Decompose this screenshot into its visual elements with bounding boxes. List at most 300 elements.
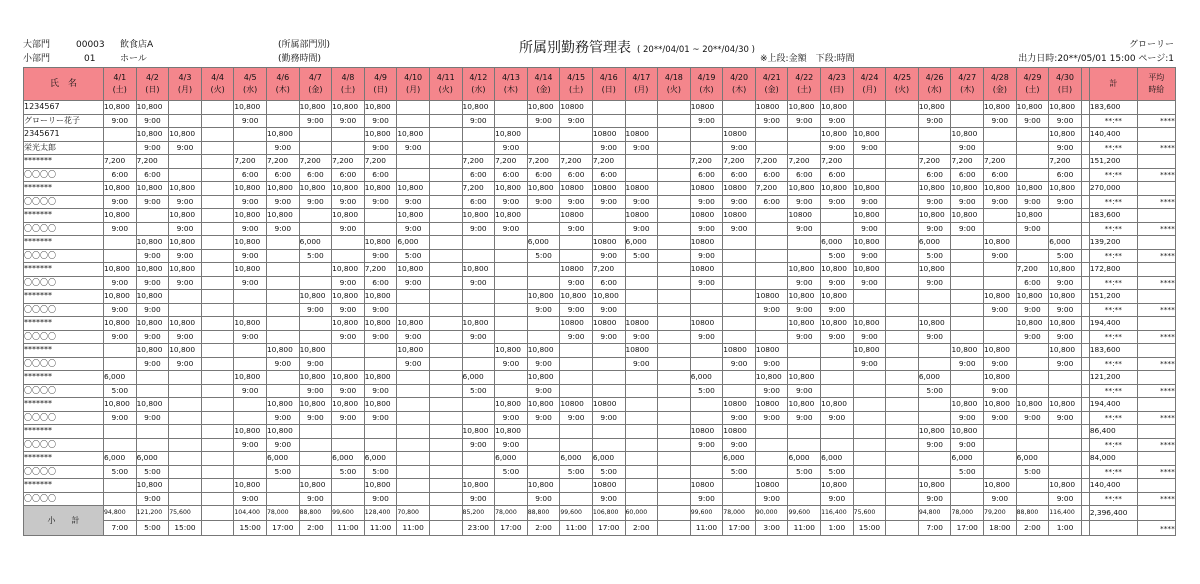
amount-cell: 10800 [625,209,658,223]
employee-name: 〇〇〇〇 [24,384,104,398]
amount-cell [397,155,430,169]
hours-cell [755,249,788,263]
hours-cell: 9:00 [625,357,658,371]
hours-cell: 9:00 [234,222,267,236]
amount-cell: 6,000 [266,452,299,466]
amount-cell [560,128,593,142]
hours-cell [625,492,658,506]
amount-cell [429,344,462,358]
amount-cell [592,425,625,439]
row-hours-total: **:** [1089,222,1137,236]
employee-code: ******* [24,209,104,223]
hours-cell: 9:00 [951,438,984,452]
amount-cell [495,317,528,331]
hours-cell: 9:00 [755,492,788,506]
hours-cell: 9:00 [266,357,299,371]
amount-cell [886,263,919,277]
hours-cell: 1:00 [1049,521,1082,536]
amount-cell: 7,200 [364,263,397,277]
hours-cell [104,249,137,263]
row-avg-top [1137,371,1175,385]
row-avg-top [1137,479,1175,493]
amount-cell: 88,800 [299,506,332,521]
amount-cell [527,425,560,439]
hours-cell: 17:00 [266,521,299,536]
amount-cell: 6,000 [625,236,658,250]
hours-cell: 9:00 [951,411,984,425]
row-avg: **** [1137,411,1175,425]
hours-cell: 9:00 [723,222,756,236]
employee-code: ******* [24,371,104,385]
hours-cell: 9:00 [918,276,951,290]
hours-cell: 9:00 [853,330,886,344]
hours-cell: 5:00 [918,249,951,263]
hours-cell: 9:00 [1049,411,1082,425]
hours-cell: 9:00 [1049,195,1082,209]
amount-cell [658,479,691,493]
header-date: 4/3 [178,73,192,82]
amount-cell [169,155,202,169]
header-weekday: (金) [764,85,779,94]
hours-cell [299,222,332,236]
amount-cell: 10,800 [299,371,332,385]
row-total: 270,000 [1089,182,1137,196]
header-weekday: (月) [862,85,877,94]
amount-cell: 7,200 [755,182,788,196]
hours-cell: 2:00 [527,521,560,536]
hours-cell: 9:00 [397,330,430,344]
hours-cell [592,357,625,371]
hours-cell [625,411,658,425]
gap-cell [1081,452,1089,466]
amount-cell [104,344,137,358]
hours-cell [592,438,625,452]
hours-cell: 5:00 [625,249,658,263]
dept-code: 00003 [76,40,105,50]
hours-cell [364,357,397,371]
hours-cell [397,114,430,128]
hours-cell [299,438,332,452]
amount-cell [397,371,430,385]
amount-cell: 10,800 [104,182,137,196]
amount-cell: 10,800 [1016,317,1049,331]
hours-cell: 9:00 [723,195,756,209]
hours-cell [918,357,951,371]
employee-code: ******* [24,344,104,358]
hours-cell [495,114,528,128]
table-row-hours [24,141,1176,155]
hours-cell [788,492,821,506]
hours-cell [201,276,234,290]
hours-cell [104,492,137,506]
amount-cell: 10,800 [1049,344,1082,358]
amount-cell [397,425,430,439]
hours-cell: 9:00 [332,411,365,425]
amount-cell [201,317,234,331]
hours-cell: 6:00 [690,168,723,182]
hours-cell [429,276,462,290]
amount-cell [332,236,365,250]
table-row-hours [24,492,1176,506]
row-hours-total: **:** [1089,465,1137,479]
page-title [519,37,755,57]
amount-cell: 10,800 [1049,398,1082,412]
amount-cell [201,101,234,115]
hours-cell [495,303,528,317]
hours-cell: 9:00 [169,222,202,236]
hours-cell: 9:00 [755,303,788,317]
row-avg: **** [1137,330,1175,344]
row-hours-total: **:** [1089,357,1137,371]
hours-cell: 9:00 [332,330,365,344]
amount-cell [169,425,202,439]
amount-cell: 10,800 [788,263,821,277]
hours-cell: 6:00 [462,195,495,209]
amount-cell: 10,800 [234,425,267,439]
header-weekday: (月) [406,85,421,94]
hours-cell: 9:00 [495,141,528,155]
hours-cell: 9:00 [364,411,397,425]
header-weekday: (日) [1057,85,1073,94]
table-row-amount [24,371,1176,385]
header-weekday: (木) [960,85,975,94]
hours-cell [560,357,593,371]
amount-cell: 10,800 [853,263,886,277]
amount-cell: 78,000 [266,506,299,521]
amount-cell: 10,800 [951,209,984,223]
row-avg-top [1137,425,1175,439]
header-day [1049,68,1082,101]
header-date: 4/29 [1023,73,1042,82]
hours-cell [169,303,202,317]
hours-cell [690,465,723,479]
hours-cell: 9:00 [266,195,299,209]
amount-cell: 10,800 [136,479,169,493]
hours-cell [397,438,430,452]
hours-cell: 9:00 [625,222,658,236]
hours-cell [527,438,560,452]
hours-cell [984,276,1017,290]
employee-name: 〇〇〇〇 [24,249,104,263]
hours-cell [495,276,528,290]
gap-cell [1081,317,1089,331]
header-date: 4/5 [243,73,257,82]
header-weekday: (土) [112,85,127,94]
row-hours-total: **:** [1089,384,1137,398]
hours-cell [723,276,756,290]
amount-cell: 10,800 [266,128,299,142]
amount-cell: 10,800 [821,128,854,142]
hours-cell [201,357,234,371]
header-day [984,68,1017,101]
amount-cell: 10,800 [266,425,299,439]
header-day [169,68,202,101]
header-day [201,68,234,101]
hours-cell [429,222,462,236]
hours-cell: 7:00 [104,521,137,536]
hours-cell: 5:00 [104,384,137,398]
hours-cell [136,222,169,236]
amount-cell: 6,000 [299,236,332,250]
hours-cell: 9:00 [234,249,267,263]
amount-cell [918,128,951,142]
hours-cell [495,249,528,263]
hours-cell: 2:00 [299,521,332,536]
amount-cell: 10,800 [495,425,528,439]
amount-cell [299,128,332,142]
row-total: 151,200 [1089,155,1137,169]
hours-cell [169,492,202,506]
hours-cell [201,222,234,236]
row-avg-top [1137,398,1175,412]
hours-cell [723,330,756,344]
hours-cell: 5:00 [951,465,984,479]
hours-cell: 9:00 [234,492,267,506]
employee-name: 〇〇〇〇 [24,492,104,506]
row-total: 172,800 [1089,263,1137,277]
amount-cell: 99,600 [560,506,593,521]
amount-cell [886,182,919,196]
hours-cell [266,330,299,344]
hours-cell [429,384,462,398]
hours-cell [658,330,691,344]
amount-cell [527,317,560,331]
hours-cell [332,438,365,452]
amount-cell [332,128,365,142]
amount-cell: 10,800 [234,101,267,115]
hours-cell: 9:00 [690,492,723,506]
amount-cell [299,263,332,277]
row-avg: **** [1137,168,1175,182]
amount-cell [984,209,1017,223]
gap-cell [1081,128,1089,142]
hours-cell: 6:00 [495,168,528,182]
employee-name: 〇〇〇〇 [24,168,104,182]
hours-cell: 9:00 [853,357,886,371]
hours-cell [104,438,137,452]
hours-cell [886,141,919,155]
hours-cell [495,384,528,398]
amount-cell: 10,800 [527,290,560,304]
amount-cell [886,290,919,304]
amount-cell: 10,800 [788,101,821,115]
row-avg: **** [1137,465,1175,479]
amount-cell: 10,800 [821,398,854,412]
hours-cell [201,249,234,263]
hours-cell: 5:00 [690,384,723,398]
row-hours-total: **:** [1089,141,1137,155]
hours-cell: 5:00 [527,249,560,263]
hours-cell: 9:00 [755,411,788,425]
amount-cell: 99,600 [332,506,365,521]
amount-cell: 6,000 [723,452,756,466]
amount-cell [527,209,560,223]
employee-code: ******* [24,398,104,412]
employee-code: 1234567 [24,101,104,115]
row-avg-top [1137,101,1175,115]
amount-cell: 10,800 [918,425,951,439]
amount-cell: 10800 [755,479,788,493]
amount-cell [984,317,1017,331]
amount-cell [658,155,691,169]
amount-cell [592,209,625,223]
hours-cell [918,411,951,425]
hours-cell [984,222,1017,236]
hours-cell: 9:00 [527,384,560,398]
row-hours-total: **:** [1089,438,1137,452]
amount-cell [723,317,756,331]
hours-cell: 9:00 [918,330,951,344]
amount-cell [169,479,202,493]
amount-cell [853,398,886,412]
row-total: 194,400 [1089,398,1137,412]
row-avg: **** [1137,114,1175,128]
hours-cell: 9:00 [462,114,495,128]
hours-cell: 15:00 [853,521,886,536]
amount-cell [429,182,462,196]
amount-cell: 10,800 [397,263,430,277]
hours-cell [821,222,854,236]
hours-cell: 5:00 [821,465,854,479]
hours-cell: 9:00 [1049,330,1082,344]
row-total: 139,200 [1089,236,1137,250]
hours-cell [234,303,267,317]
amount-cell: 10800 [755,398,788,412]
hours-cell [918,303,951,317]
amount-cell: 6,000 [821,236,854,250]
amount-cell: 10,800 [266,344,299,358]
amount-cell: 10,800 [234,182,267,196]
hours-cell: 9:00 [136,330,169,344]
header-day [104,68,137,101]
hours-cell: 9:00 [1049,492,1082,506]
hours-cell: 9:00 [397,141,430,155]
header-weekday: (日) [829,85,844,94]
table-row-hours [24,330,1176,344]
header-day [886,68,919,101]
hours-cell: 9:00 [299,357,332,371]
hours-cell [658,438,691,452]
hours-cell: 9:00 [527,195,560,209]
hours-cell [690,411,723,425]
header-date: 4/24 [860,73,879,82]
hours-cell [462,249,495,263]
amount-cell: 10,800 [462,425,495,439]
amount-cell: 10800 [755,101,788,115]
employee-code: ******* [24,452,104,466]
gap-cell [1081,384,1089,398]
row-total: 121,200 [1089,371,1137,385]
hours-cell: 9:00 [364,330,397,344]
table-row-amount [24,209,1176,223]
hours-cell: 9:00 [690,330,723,344]
title-text: 所属別勤務管理表 [519,40,631,56]
hours-cell: 9:00 [364,492,397,506]
header-date: 4/21 [762,73,781,82]
gap-cell [1081,521,1089,536]
header-weekday: (水) [927,85,942,94]
amount-cell [886,398,919,412]
header-day [266,68,299,101]
employee-name: 〇〇〇〇 [24,330,104,344]
amount-cell: 10,800 [984,101,1017,115]
header-weekday: (水) [243,85,258,94]
amount-cell [560,425,593,439]
legend-note: ※上段:金額 下段:時間 [760,54,855,64]
hours-cell: 9:00 [788,384,821,398]
amount-cell: 10,800 [332,182,365,196]
header-date: 4/19 [697,73,716,82]
amount-cell [951,290,984,304]
hours-cell: 5:00 [332,465,365,479]
amount-cell [104,425,137,439]
hours-cell: 9:00 [364,303,397,317]
header-date: 4/10 [404,73,423,82]
hours-cell: 9:00 [136,357,169,371]
hours-cell [429,438,462,452]
hours-cell [364,222,397,236]
hours-cell [462,465,495,479]
hours-cell: 9:00 [136,411,169,425]
hours-cell: 18:00 [984,521,1017,536]
subtotal-row-amount [24,506,1176,521]
header-name: 氏 名 [24,68,104,101]
hours-cell: 9:00 [299,195,332,209]
hours-cell [527,222,560,236]
amount-cell: 10,800 [299,182,332,196]
amount-cell [201,236,234,250]
hours-cell: 9:00 [755,384,788,398]
amount-cell: 70,800 [397,506,430,521]
header-date: 4/25 [893,73,912,82]
hours-cell: 6:00 [755,168,788,182]
hours-cell: 9:00 [723,141,756,155]
hours-cell: 6:00 [266,168,299,182]
table-row-amount [24,182,1176,196]
row-avg: **** [1137,521,1175,536]
amount-cell: 10,800 [397,344,430,358]
hours-cell: 9:00 [332,222,365,236]
amount-cell: 10,800 [299,479,332,493]
hours-cell: 9:00 [788,276,821,290]
amount-cell: 6,000 [104,452,137,466]
amount-cell [625,101,658,115]
row-hours-total: **:** [1089,411,1137,425]
hours-cell [429,303,462,317]
table-row-amount [24,290,1176,304]
row-avg: **** [1137,303,1175,317]
hours-cell: 9:00 [169,249,202,263]
row-total: 183,600 [1089,209,1137,223]
amount-cell: 10,800 [462,101,495,115]
hours-cell: 6:00 [592,276,625,290]
header-date: 4/13 [501,73,520,82]
gap-cell [1081,371,1089,385]
hours-cell: 9:00 [234,114,267,128]
amount-cell [462,290,495,304]
hours-cell [951,384,984,398]
hours-cell: 17:00 [495,521,528,536]
amount-cell: 10,800 [397,209,430,223]
amount-cell: 10,800 [364,236,397,250]
header-day [527,68,560,101]
amount-cell: 10,800 [364,182,397,196]
amount-cell [690,344,723,358]
hours-cell: 9:00 [104,114,137,128]
header-weekday: (火) [210,85,225,94]
hours-cell: 9:00 [951,357,984,371]
amount-cell: 10,800 [527,371,560,385]
